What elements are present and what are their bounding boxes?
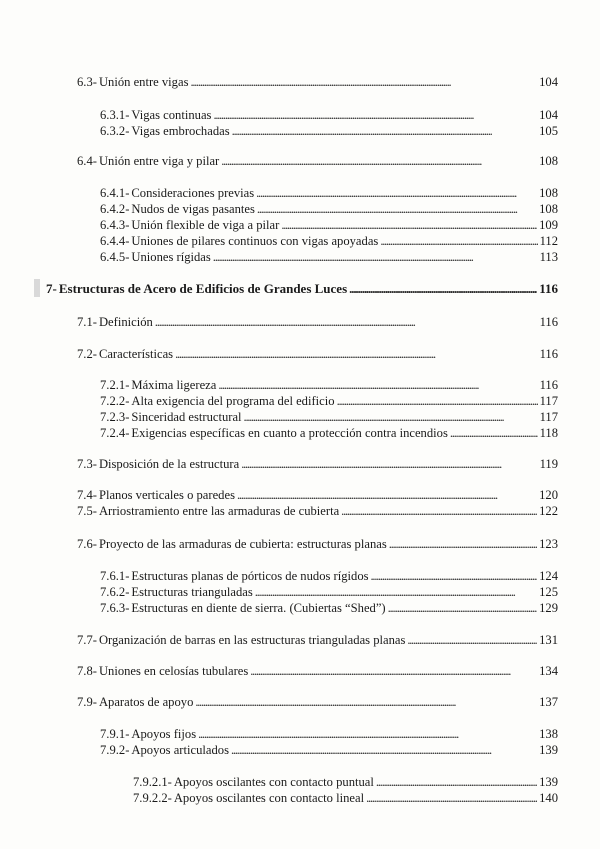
entry-title: Exigencias específicas en cuanto a protección contra incendios xyxy=(131,426,448,440)
entry-title: Disposición de la estructura xyxy=(98,457,240,471)
dot-leader xyxy=(366,790,537,806)
entry-page: 108 xyxy=(539,202,558,216)
entry-page: 120 xyxy=(539,488,558,502)
entry-page: 134 xyxy=(539,664,558,678)
toc-entry xyxy=(100,233,558,249)
entry-page: 116 xyxy=(539,347,558,361)
entry-number: 7- xyxy=(46,281,57,296)
entry-page: 137 xyxy=(539,695,558,709)
entry-title: Unión entre viga y pilar xyxy=(98,154,220,168)
dot-leader xyxy=(341,503,537,519)
entry-page: 139 xyxy=(539,775,558,789)
entry-page: 124 xyxy=(539,569,558,583)
dot-leader xyxy=(380,233,537,249)
dot-leader xyxy=(281,217,537,233)
entry-page: 116 xyxy=(539,315,558,329)
toc-entry xyxy=(100,123,558,139)
entry-title: Vigas embrochadas xyxy=(131,124,230,138)
entry-number: 7.2.4- xyxy=(100,426,130,440)
toc-entry xyxy=(100,409,558,425)
entry-number: 7.7- xyxy=(77,633,97,647)
entry-number: 7.9.1- xyxy=(100,727,130,741)
entry-page: 123 xyxy=(539,537,558,551)
entry-number: 7.9.2- xyxy=(100,743,130,757)
toc-entry xyxy=(77,694,558,710)
toc-entry xyxy=(77,456,558,472)
entry-number: 6.4.2- xyxy=(100,202,130,216)
entry-title: Características xyxy=(98,347,174,361)
entry-title: Apoyos articulados xyxy=(131,743,229,757)
entry-page: 122 xyxy=(539,504,558,518)
entry-number: 7.2.1- xyxy=(100,378,130,392)
entry-title: Alta exigencia del programa del edificio xyxy=(131,394,335,408)
entry-page: 117 xyxy=(539,394,558,408)
entry-number: 7.6- xyxy=(77,537,97,551)
entry-title: Unión flexible de viga a pilar xyxy=(131,218,280,232)
dot-leader xyxy=(371,568,538,584)
chapter-heading xyxy=(46,281,558,297)
toc-entry xyxy=(100,393,558,409)
dot-leader xyxy=(155,314,538,330)
entry-title: Estructuras en diente de sierra. (Cubiertas “Shed”) xyxy=(131,601,386,615)
toc-entry xyxy=(100,377,558,393)
entry-title: Apoyos oscilantes con contacto puntual xyxy=(173,775,374,789)
dot-leader xyxy=(255,584,537,600)
entry-page: 139 xyxy=(539,743,558,757)
dot-leader xyxy=(213,107,537,123)
entry-title: Máxima ligereza xyxy=(131,378,217,392)
entry-number: 7.9.2.1- xyxy=(133,775,172,789)
dot-leader xyxy=(241,456,537,472)
entry-title: Sinceridad estructural xyxy=(131,410,242,424)
entry-number: 7.2.3- xyxy=(100,410,130,424)
entry-number: 7.6.1- xyxy=(100,569,130,583)
dot-leader xyxy=(232,123,538,139)
entry-title: Apoyos fijos xyxy=(131,727,197,741)
entry-page: 119 xyxy=(539,457,558,471)
entry-title: Estructuras planas de pórticos de nudos rígidos xyxy=(131,569,369,583)
toc-entry xyxy=(77,74,558,90)
entry-page: 108 xyxy=(539,154,558,168)
entry-number: 6.3- xyxy=(77,75,97,89)
dot-leader xyxy=(349,281,537,297)
dot-leader xyxy=(190,74,537,90)
toc-entry xyxy=(100,201,558,217)
entry-title: Vigas continuas xyxy=(131,108,212,122)
entry-number: 6.4.1- xyxy=(100,186,130,200)
entry-page: 104 xyxy=(539,75,558,89)
toc-entry xyxy=(77,314,558,330)
entry-page: 108 xyxy=(539,186,558,200)
entry-page: 112 xyxy=(539,234,558,248)
entry-page: 118 xyxy=(539,426,558,440)
toc-entry xyxy=(77,632,558,648)
entry-number: 7.9- xyxy=(77,695,97,709)
entry-number: 7.6.3- xyxy=(100,601,130,615)
entry-number: 7.4- xyxy=(77,488,97,502)
toc-entry xyxy=(100,217,558,233)
entry-number: 7.2- xyxy=(77,347,97,361)
dot-leader xyxy=(244,409,538,425)
toc-entry xyxy=(77,346,558,362)
toc-entry xyxy=(100,185,558,201)
entry-page: 105 xyxy=(539,124,558,138)
dot-leader xyxy=(376,774,537,790)
dot-leader xyxy=(450,425,538,441)
entry-page: 104 xyxy=(539,108,558,122)
toc-entry xyxy=(100,425,558,441)
entry-title: Proyecto de las armaduras de cubierta: estructuras planas xyxy=(98,537,387,551)
entry-title: Estructuras de Acero de Edificios de Grandes Luces xyxy=(58,281,348,296)
dot-leader xyxy=(337,393,538,409)
dot-leader xyxy=(237,487,537,503)
dot-leader xyxy=(218,377,537,393)
dot-leader xyxy=(407,632,537,648)
entry-page: 116 xyxy=(539,378,558,392)
entry-number: 7.5- xyxy=(77,504,97,518)
entry-title: Nudos de vigas pasantes xyxy=(131,202,255,216)
entry-number: 7.2.2- xyxy=(100,394,130,408)
dot-leader xyxy=(198,726,537,742)
toc-entry xyxy=(133,774,558,790)
entry-page: 140 xyxy=(539,791,558,805)
entry-title: Estructuras trianguladas xyxy=(131,585,253,599)
toc-entry xyxy=(100,742,558,758)
toc-entry xyxy=(100,249,558,265)
entry-title: Planos verticales o paredes xyxy=(98,488,235,502)
entry-number: 7.3- xyxy=(77,457,97,471)
entry-title: Organización de barras en las estructuras trianguladas planas xyxy=(98,633,406,647)
dot-leader xyxy=(388,600,537,616)
entry-page: 131 xyxy=(539,633,558,647)
entry-page: 117 xyxy=(539,410,558,424)
entry-number: 6.4- xyxy=(77,154,97,168)
entry-page: 125 xyxy=(539,585,558,599)
dot-leader xyxy=(175,346,538,362)
dot-leader xyxy=(213,249,538,265)
toc-entry xyxy=(100,568,558,584)
entry-page: 138 xyxy=(539,727,558,741)
toc-entry xyxy=(100,107,558,123)
entry-title: Consideraciones previas xyxy=(131,186,255,200)
entry-number: 6.4.5- xyxy=(100,250,130,264)
dot-leader xyxy=(195,694,537,710)
entry-number: 7.6.2- xyxy=(100,585,130,599)
entry-title: Aparatos de apoyo xyxy=(98,695,194,709)
entry-page: 109 xyxy=(539,218,558,232)
toc-entry xyxy=(100,584,558,600)
dot-leader xyxy=(257,201,537,217)
entry-page: 113 xyxy=(539,250,558,264)
entry-title: Unión entre vigas xyxy=(98,75,189,89)
dot-leader xyxy=(231,742,537,758)
toc-entry xyxy=(100,726,558,742)
entry-title: Uniones en celosías tubulares xyxy=(98,664,249,678)
dot-leader xyxy=(250,663,537,679)
entry-number: 7.9.2.2- xyxy=(133,791,172,805)
toc-entry xyxy=(77,503,558,519)
entry-page: 116 xyxy=(539,281,558,296)
toc-entry xyxy=(77,487,558,503)
toc-entry xyxy=(77,663,558,679)
entry-title: Arriostramiento entre las armaduras de cubierta xyxy=(98,504,340,518)
entry-title: Uniones de pilares continuos con vigas apoyadas xyxy=(131,234,379,248)
entry-title: Uniones rígidas xyxy=(131,250,211,264)
dot-leader xyxy=(256,185,537,201)
entry-number: 6.3.1- xyxy=(100,108,130,122)
entry-number: 7.8- xyxy=(77,664,97,678)
toc-entry xyxy=(100,600,558,616)
toc-entry xyxy=(77,153,558,169)
entry-number: 6.4.3- xyxy=(100,218,130,232)
chapter-margin-mark xyxy=(34,279,40,297)
dot-leader xyxy=(389,536,537,552)
toc-entry xyxy=(133,790,558,806)
entry-number: 6.4.4- xyxy=(100,234,130,248)
dot-leader xyxy=(221,153,537,169)
entry-title: Definición xyxy=(98,315,153,329)
entry-number: 6.3.2- xyxy=(100,124,130,138)
toc-entry xyxy=(77,536,558,552)
entry-title: Apoyos oscilantes con contacto lineal xyxy=(173,791,365,805)
entry-number: 7.1- xyxy=(77,315,97,329)
entry-page: 129 xyxy=(539,601,558,615)
